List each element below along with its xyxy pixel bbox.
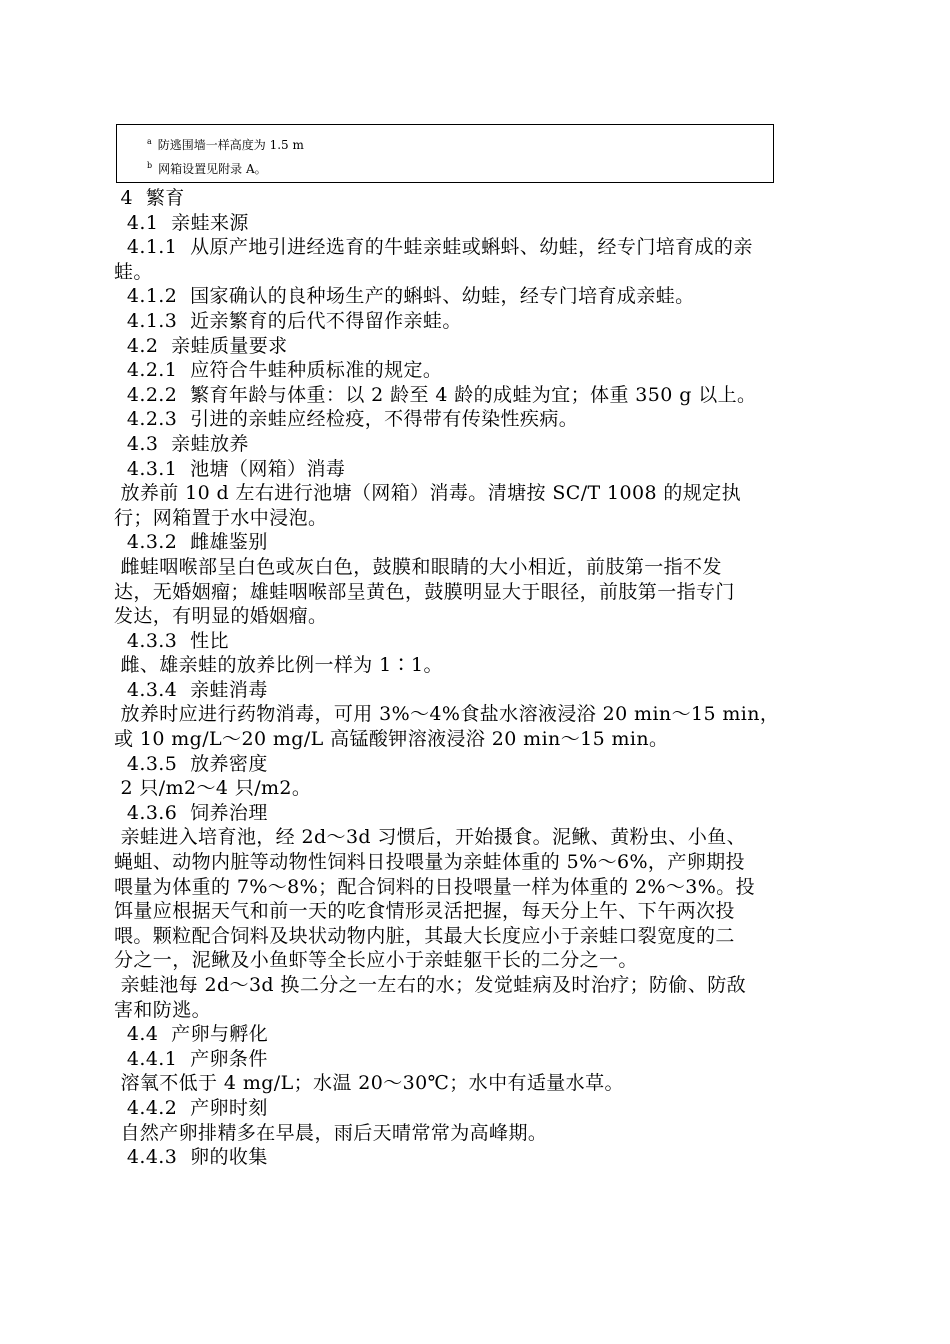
note-b-text: 网箱设置见附录 A。 <box>158 162 267 176</box>
text-line: 4.3.6 饲养治理 <box>114 801 268 824</box>
text-line: 蛙。 <box>114 260 153 283</box>
text-line: 害和防逃。 <box>114 998 212 1021</box>
text-line: 4.3.1 池塘（网箱）消毒 <box>114 457 346 480</box>
text-line: 放养时应进行药物消毒，可用 3%～4%食盐水溶液浸浴 20 min～15 min， <box>114 703 780 726</box>
text-line: 4.2 亲蛙质量要求 <box>114 334 288 357</box>
text-line: 雌蛙咽喉部呈白色或灰白色，鼓膜和眼睛的大小相近，前肢第一指不发 <box>114 555 722 578</box>
text-line: 4.4.3 卵的收集 <box>114 1146 268 1169</box>
note-a <box>147 134 304 153</box>
text-line: 喂量为体重的 7%～8%；配合饲料的日投喂量一样为体重的 2%～3%。投 <box>114 875 756 898</box>
text-line: 达，无婚姻瘤；雄蛙咽喉部呈黄色，鼓膜明显大于眼径，前肢第一指专门 <box>114 580 735 603</box>
table-notes-box <box>116 124 774 183</box>
text-line: 4.2.2 繁育年龄与体重：以 2 龄至 4 龄的成蛙为宜；体重 350 g 以上。 <box>114 383 757 406</box>
text-line: 4 繁育 <box>114 187 185 209</box>
text-line: 发达，有明显的婚姻瘤。 <box>114 605 328 628</box>
text-line: 4.3 亲蛙放养 <box>114 432 249 455</box>
note-b-mark: b <box>147 161 153 170</box>
text-line: 2 只/m2～4 只/m2。 <box>114 777 312 800</box>
text-line: 4.3.4 亲蛙消毒 <box>114 678 268 701</box>
text-line: 4.3.3 性比 <box>114 629 229 652</box>
text-line: 饵量应根据天气和前一天的吃食情形灵活把握，每天分上午、下午两次投 <box>114 900 735 923</box>
text-line: 或 10 mg/L～20 mg/L 高锰酸钾溶液浸浴 20 min～15 min。 <box>114 728 669 751</box>
document-body <box>114 186 836 1170</box>
text-line: 4.1.3 近亲繁育的后代不得留作亲蛙。 <box>114 309 462 332</box>
text-line: 亲蛙池每 2d～3d 换二分之一左右的水；发觉蛙病及时治疗；防偷、防敌 <box>114 974 747 996</box>
text-line: 4.1 亲蛙来源 <box>114 211 249 234</box>
text-line: 亲蛙进入培育池，经 2d～3d 习惯后，开始摄食。泥鳅、黄粉虫、小鱼、 <box>114 826 747 849</box>
note-a-mark: a <box>147 137 152 146</box>
text-line: 4.1.2 国家确认的良种场生产的蝌蚪、幼蛙，经专门培育成亲蛙。 <box>114 285 695 308</box>
text-line: 自然产卵排精多在早晨，雨后天晴常常为高峰期。 <box>114 1121 548 1144</box>
text-line: 行；网箱置于水中浸泡。 <box>114 506 328 529</box>
text-line: 4.3.2 雌雄鉴别 <box>114 531 268 554</box>
text-line: 分之一，泥鳅及小鱼虾等全长应小于亲蛙躯干长的二分之一。 <box>114 949 638 972</box>
note-a-text: 防逃围墙一样高度为 1.5 m <box>157 138 304 152</box>
text-line: 雌、雄亲蛙的放养比例一样为 1∶1。 <box>114 654 443 677</box>
text-line: 4.4.2 产卵时刻 <box>114 1096 268 1119</box>
text-line: 喂。颗粒配合饲料及块状动物内脏，其最大长度应小于亲蛙口裂宽度的二 <box>114 924 735 947</box>
text-line: 4.2.1 应符合牛蛙种质标准的规定。 <box>114 359 443 382</box>
text-line: 4.4.1 产卵条件 <box>114 1047 268 1070</box>
text-line: 溶氧不低于 4 mg/L；水温 20～30℃；水中有适量水草。 <box>114 1072 624 1095</box>
note-b <box>147 158 267 177</box>
text-line: 放养前 10 d 左右进行池塘（网箱）消毒。清塘按 SC/T 1008 的规定执 <box>114 482 742 505</box>
text-line: 4.2.3 引进的亲蛙应经检疫，不得带有传染性疾病。 <box>114 408 579 431</box>
text-line: 4.3.5 放养密度 <box>114 752 268 775</box>
text-line: 4.4 产卵与孵化 <box>114 1023 269 1046</box>
text-line: 4.1.1 从原产地引进经选育的牛蛙亲蛙或蝌蚪、幼蛙，经专门培育成的亲 <box>114 236 753 259</box>
text-line: 蝇蛆、动物内脏等动物性饲料日投喂量为亲蛙体重的 5%～6%，产卵期投 <box>114 851 745 874</box>
